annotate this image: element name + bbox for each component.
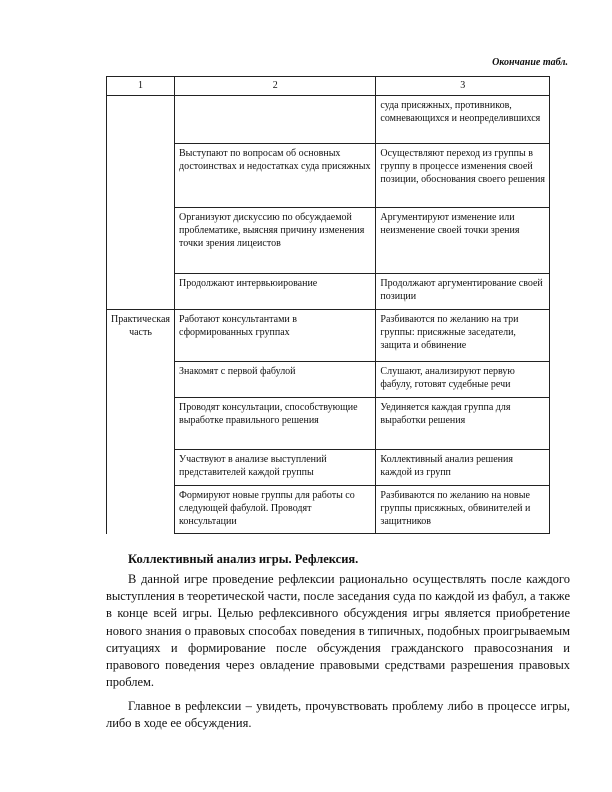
student-cell: Разбиваются по желанию на новые группы присяжных, обвинителей и защитников: [376, 486, 550, 534]
activity-table: [106, 76, 550, 534]
paragraph: В данной игре проведение рефлексии рационально осуществлять после каждого выступления в теоретической части, после заседания суда по каждой из фабул, а также в конце всей игры. Целью рефлексивного обсуждения игры является приобретение нового знания о правовых способах поведения в типичных, подобных проигрываемым ситуациях и формирование после обсуждения гражданского правосознания и правового поведения через овладение правовыми средствами разрешения правовых проблем.: [106, 572, 570, 690]
student-cell: Осуществляют переход из группы в группу в процессе изменения своей позиции, обоснования своего решения: [376, 144, 550, 208]
table-header-row: [107, 77, 550, 96]
header-cell-2: 2: [175, 77, 376, 96]
table-row: [107, 310, 550, 362]
teacher-cell: Выступают по вопросам об основных достоинствах и недостатках суда присяжных: [175, 144, 376, 208]
stage-cell: [107, 96, 175, 310]
section-heading: Коллективный анализ игры. Рефлексия.: [128, 552, 359, 566]
teacher-cell: Работают консультантами в сформированных группах: [175, 310, 376, 362]
teacher-cell: [175, 96, 376, 144]
header-cell-1: 1: [107, 77, 175, 96]
table-row: [107, 96, 550, 144]
student-cell: Уединяется каждая группа для выработки решения: [376, 398, 550, 450]
teacher-cell: Проводят консультации, способствующие выработке правильного решения: [175, 398, 376, 450]
teacher-cell: Продолжают интервьюирование: [175, 274, 376, 310]
teacher-cell: Участвуют в анализе выступлений представителей каждой группы: [175, 450, 376, 486]
stage-cell: Практическая часть: [107, 310, 175, 534]
table-caption: Окончание табл.: [492, 57, 568, 68]
student-cell: Продолжают аргументирование своей позиции: [376, 274, 550, 310]
teacher-cell: Организуют дискуссию по обсуждаемой проблематике, выясняя причину изменения точки зрения лицеистов: [175, 208, 376, 274]
student-cell: Аргументируют изменение или неизменение своей точки зрения: [376, 208, 550, 274]
student-cell: Слушают, анализируют первую фабулу, готовят судебные речи: [376, 362, 550, 398]
student-cell: Разбиваются по желанию на три группы: присяжные заседатели, защита и обвинение: [376, 310, 550, 362]
teacher-cell: Знакомят с первой фабулой: [175, 362, 376, 398]
student-cell: Коллективный анализ решения каждой из групп: [376, 450, 550, 486]
student-cell: суда присяжных, противников, сомневающихся и неопределившихся: [376, 96, 550, 144]
paragraph: Главное в рефлексии – увидеть, прочувствовать проблему либо в процессе игры, либо в ходе ее обсуждения.: [106, 699, 570, 731]
teacher-cell: Формируют новые группы для работы со следующей фабулой. Проводят консультации: [175, 486, 376, 534]
header-cell-3: 3: [376, 77, 550, 96]
